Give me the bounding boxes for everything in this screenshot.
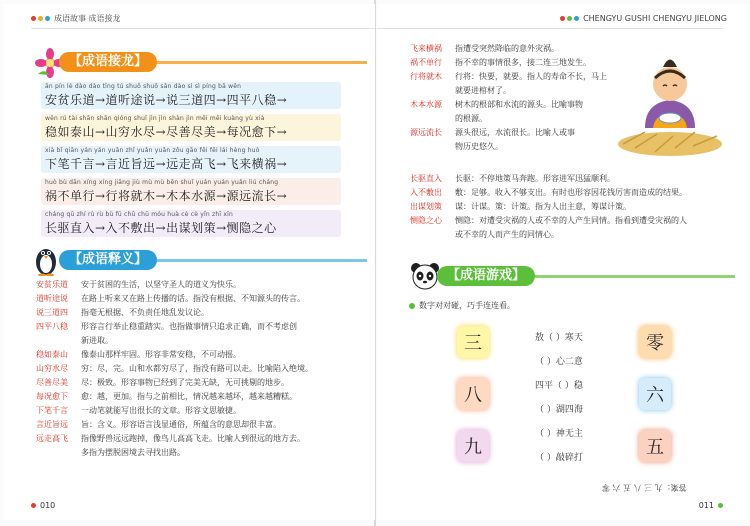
number-tile[interactable]: 五 [639, 430, 671, 462]
definition-item [36, 418, 356, 432]
chain-list [41, 82, 341, 242]
definition-item [36, 292, 356, 306]
chain-idioms: 下笔千言→言近旨远→远走高飞→飞来横祸→ [45, 157, 288, 171]
chain-idioms: 安贫乐道→道听途说→说三道四→四平八稳→ [45, 93, 288, 107]
idiom-meaning: 源头很远，水流很长。比喻人或事 [455, 128, 575, 137]
right-page [377, 4, 749, 520]
idiom-meaning: 旨：含义。形容语言浅显通俗，所蕴含的意思却很丰富。 [81, 420, 281, 429]
definition-item [410, 214, 740, 228]
chain-row [41, 146, 341, 173]
definition-item [36, 348, 356, 362]
chain-pinyin: cháng qū zhí rù rù bù fū chū chū móu huà cè cè yǐn zhī xīn [45, 211, 233, 218]
definition-item [410, 126, 635, 140]
idiom-meaning: 指像野兽远远跑掉，像鸟儿高高飞走。比喻人到很远的地方去。 [81, 434, 305, 443]
right-page-number-text: 011 [698, 501, 714, 510]
idiom-meaning: 愈：越，更加。指与之前相比，情况越来越坏，越来越糟糕。 [81, 392, 297, 401]
idiom-meaning: 穷：尽，完。山和水都穷尽了，指没有路可以走。比喻陷入绝境。 [81, 364, 313, 373]
chain-heading-rule [157, 61, 367, 64]
chain-idioms: 祸不单行→行将就木→木本水源→源远流长→ [45, 189, 288, 203]
bullet-icon [409, 303, 415, 309]
idiom-term: 恻隐之心 [410, 216, 442, 225]
idiom-term: 稳如泰山 [36, 350, 68, 359]
idiom-term: 道听途说 [36, 294, 68, 303]
definition-item [36, 362, 356, 376]
idiom-meaning: 树木的根部和水流的源头。比喻事物 [455, 100, 583, 109]
idiom-meaning: 敷：足够。收入不够支出。有时也形容因花钱厉害而造成的结果。 [455, 188, 687, 197]
idiom-term: 源远流长 [410, 128, 442, 137]
left-page-number-text: 010 [40, 501, 56, 510]
idiom-term: 长驱直入 [410, 174, 442, 183]
definition-item [36, 376, 356, 390]
boy-eating-illustration [615, 48, 725, 162]
idiom-term: 四平八稳 [36, 322, 68, 331]
definition-heading-rule [157, 259, 367, 262]
chain-row [41, 114, 341, 141]
idiom-term: 每况愈下 [36, 392, 68, 401]
idiom-meaning: 恻隐：对遭受灾祸的人或不幸的人产生同情。指看到遭受灾祸的人 [455, 216, 687, 225]
idiom-blank: （ ）心二意 [535, 357, 583, 367]
header-dots [31, 16, 50, 21]
definition-item [36, 320, 356, 334]
chain-pinyin: wěn rú tài shān shān qióng shuǐ jìn jìn shàn jìn měi měi kuàng yù xià [45, 115, 265, 122]
right-definition-list-top [410, 42, 635, 154]
definition-heading-label: 【成语释义】 [59, 250, 157, 270]
idiom-meaning-continued: 新进取。 [81, 336, 113, 345]
idiom-blank: 四平（ ）稳 [535, 381, 583, 391]
idiom-meaning: 形容言行举止稳重踏实。也指做事情只追求正确，而不考虑创 [81, 322, 297, 331]
idiom-term: 山穷水尽 [36, 364, 68, 373]
idiom-term: 说三道四 [36, 308, 68, 317]
idiom-meaning: 指毫无根据、不负责任地乱发议论。 [81, 308, 209, 317]
game-heading-rule [535, 275, 735, 278]
definition-item [410, 70, 635, 84]
idiom-term: 言近旨远 [36, 420, 68, 429]
definition-heading [59, 250, 367, 270]
idiom-term: 远走高飞 [36, 434, 68, 443]
idiom-blank: （ ）神无主 [535, 429, 583, 439]
definition-item [410, 56, 635, 70]
definition-item [36, 390, 356, 404]
chain-pinyin: ān pín lè dào dào tīng tú shuō shuō sān dào sì sì píng bā wěn [45, 83, 242, 90]
right-definition-list-bottom [410, 172, 740, 242]
idiom-meaning: 像泰山那样牢固。形容非常安稳，不可动摇。 [81, 350, 241, 359]
idiom-meaning: 一动笔就能写出很长的文章。形容文思敏捷。 [81, 406, 241, 415]
chain-row [41, 178, 341, 205]
definition-item [410, 200, 740, 214]
left-header-rule [31, 28, 375, 29]
chain-pinyin: xià bǐ qiān yán yán yuǎn zhǐ yuǎn yuǎn zǒu gāo fēi fēi lái hèng huò [45, 147, 260, 154]
idiom-meaning: 尽：极致。形容事物已经到了完美无缺，无可挑剔的地步。 [81, 378, 289, 387]
idiom-meaning-continued: 的根源。 [455, 114, 487, 123]
definition-item [36, 278, 356, 292]
right-header-text: CHENGYU GUSHI CHENGYU JIELONG [583, 13, 727, 23]
answer-key: 答案：九 三 八 五 六 零 [602, 483, 687, 492]
idiom-term: 下笔千言 [36, 406, 68, 415]
definition-item [410, 42, 635, 56]
game-heading [437, 266, 735, 286]
idiom-term: 祸不单行 [410, 58, 442, 67]
idiom-term: 安贫乐道 [36, 280, 68, 289]
left-running-header [31, 10, 121, 26]
idiom-meaning: 指不幸的事情很多，接二连三地发生。 [455, 58, 591, 67]
game-heading-label: 【成语游戏】 [437, 266, 535, 286]
header-dots [560, 16, 579, 21]
chain-row [41, 82, 341, 109]
left-header-text: 成语故事 成语接龙 [54, 13, 121, 23]
idiom-term: 尽善尽美 [36, 378, 68, 387]
chain-heading [59, 52, 367, 72]
idiom-meaning-continued: 多指为摆脱困境去寻找出路。 [81, 448, 185, 457]
definition-item [410, 172, 740, 186]
idiom-term: 木本水源 [410, 100, 442, 109]
idiom-term: 入不敷出 [410, 188, 442, 197]
idiom-meaning: 谋：计谋。策：计策。指为人出主意，筹谋计策。 [455, 202, 631, 211]
idiom-meaning: 指遭受突然降临的意外灾祸。 [455, 44, 559, 53]
right-running-header [560, 10, 727, 26]
idiom-blank: （ ）湖四海 [535, 405, 583, 415]
definition-item [410, 98, 635, 112]
definition-item [36, 432, 356, 446]
right-header-rule [377, 28, 723, 29]
idiom-meaning-continued: 或不幸的人而产生的同情心。 [455, 230, 559, 239]
number-tile[interactable]: 六 [639, 378, 671, 410]
definition-item [36, 306, 356, 320]
penguin-icon [33, 242, 59, 280]
idiom-term: 行将就木 [410, 72, 442, 81]
definition-item [410, 186, 740, 200]
left-definition-list [36, 278, 356, 460]
chain-heading-label: 【成语接龙】 [59, 52, 157, 72]
idiom-meaning-continued: 物历史悠久。 [455, 142, 503, 151]
idiom-term: 出谋划策 [410, 202, 442, 211]
left-page [3, 4, 375, 520]
left-page-number [31, 501, 55, 510]
chain-pinyin: huò bù dān xíng xíng jiāng jiù mù mù běn shuǐ yuán yuán yuǎn liú cháng [45, 179, 279, 186]
game-instruction-text: 数字对对碰，巧手连连看。 [419, 301, 515, 310]
definition-item [36, 404, 356, 418]
idiom-meaning: 长驱：不停地策马奔跑。形容进军迅猛顺利。 [455, 174, 615, 183]
number-tile[interactable]: 九 [457, 430, 489, 462]
chain-idioms: 稳如泰山→山穷水尽→尽善尽美→每况愈下→ [45, 125, 288, 139]
game-instruction [409, 300, 515, 311]
idiom-meaning: 安于贫困的生活，以坚守圣人的道义为快乐。 [81, 280, 241, 289]
chain-idioms: 长驱直入→入不敷出→出谋划策→恻隐之心 [45, 221, 277, 235]
number-tile[interactable]: 三 [457, 326, 489, 358]
idiom-meaning: 在路上听来又在路上传播的话。指没有根据、不知源头的传言。 [81, 294, 305, 303]
number-tile[interactable]: 零 [639, 326, 671, 358]
idiom-blank: （ ）敲碎打 [535, 453, 583, 463]
idiom-term: 飞来横祸 [410, 44, 442, 53]
idiom-meaning: 行将：快要，就要。指人的寿命不长，马上 [455, 72, 607, 81]
number-tile[interactable]: 八 [457, 378, 489, 410]
idiom-blank: 敖（ ）寒天 [535, 333, 583, 343]
right-page-number [699, 501, 723, 510]
idiom-meaning-continued: 就要进棺材了。 [455, 86, 511, 95]
chain-row [41, 210, 341, 237]
